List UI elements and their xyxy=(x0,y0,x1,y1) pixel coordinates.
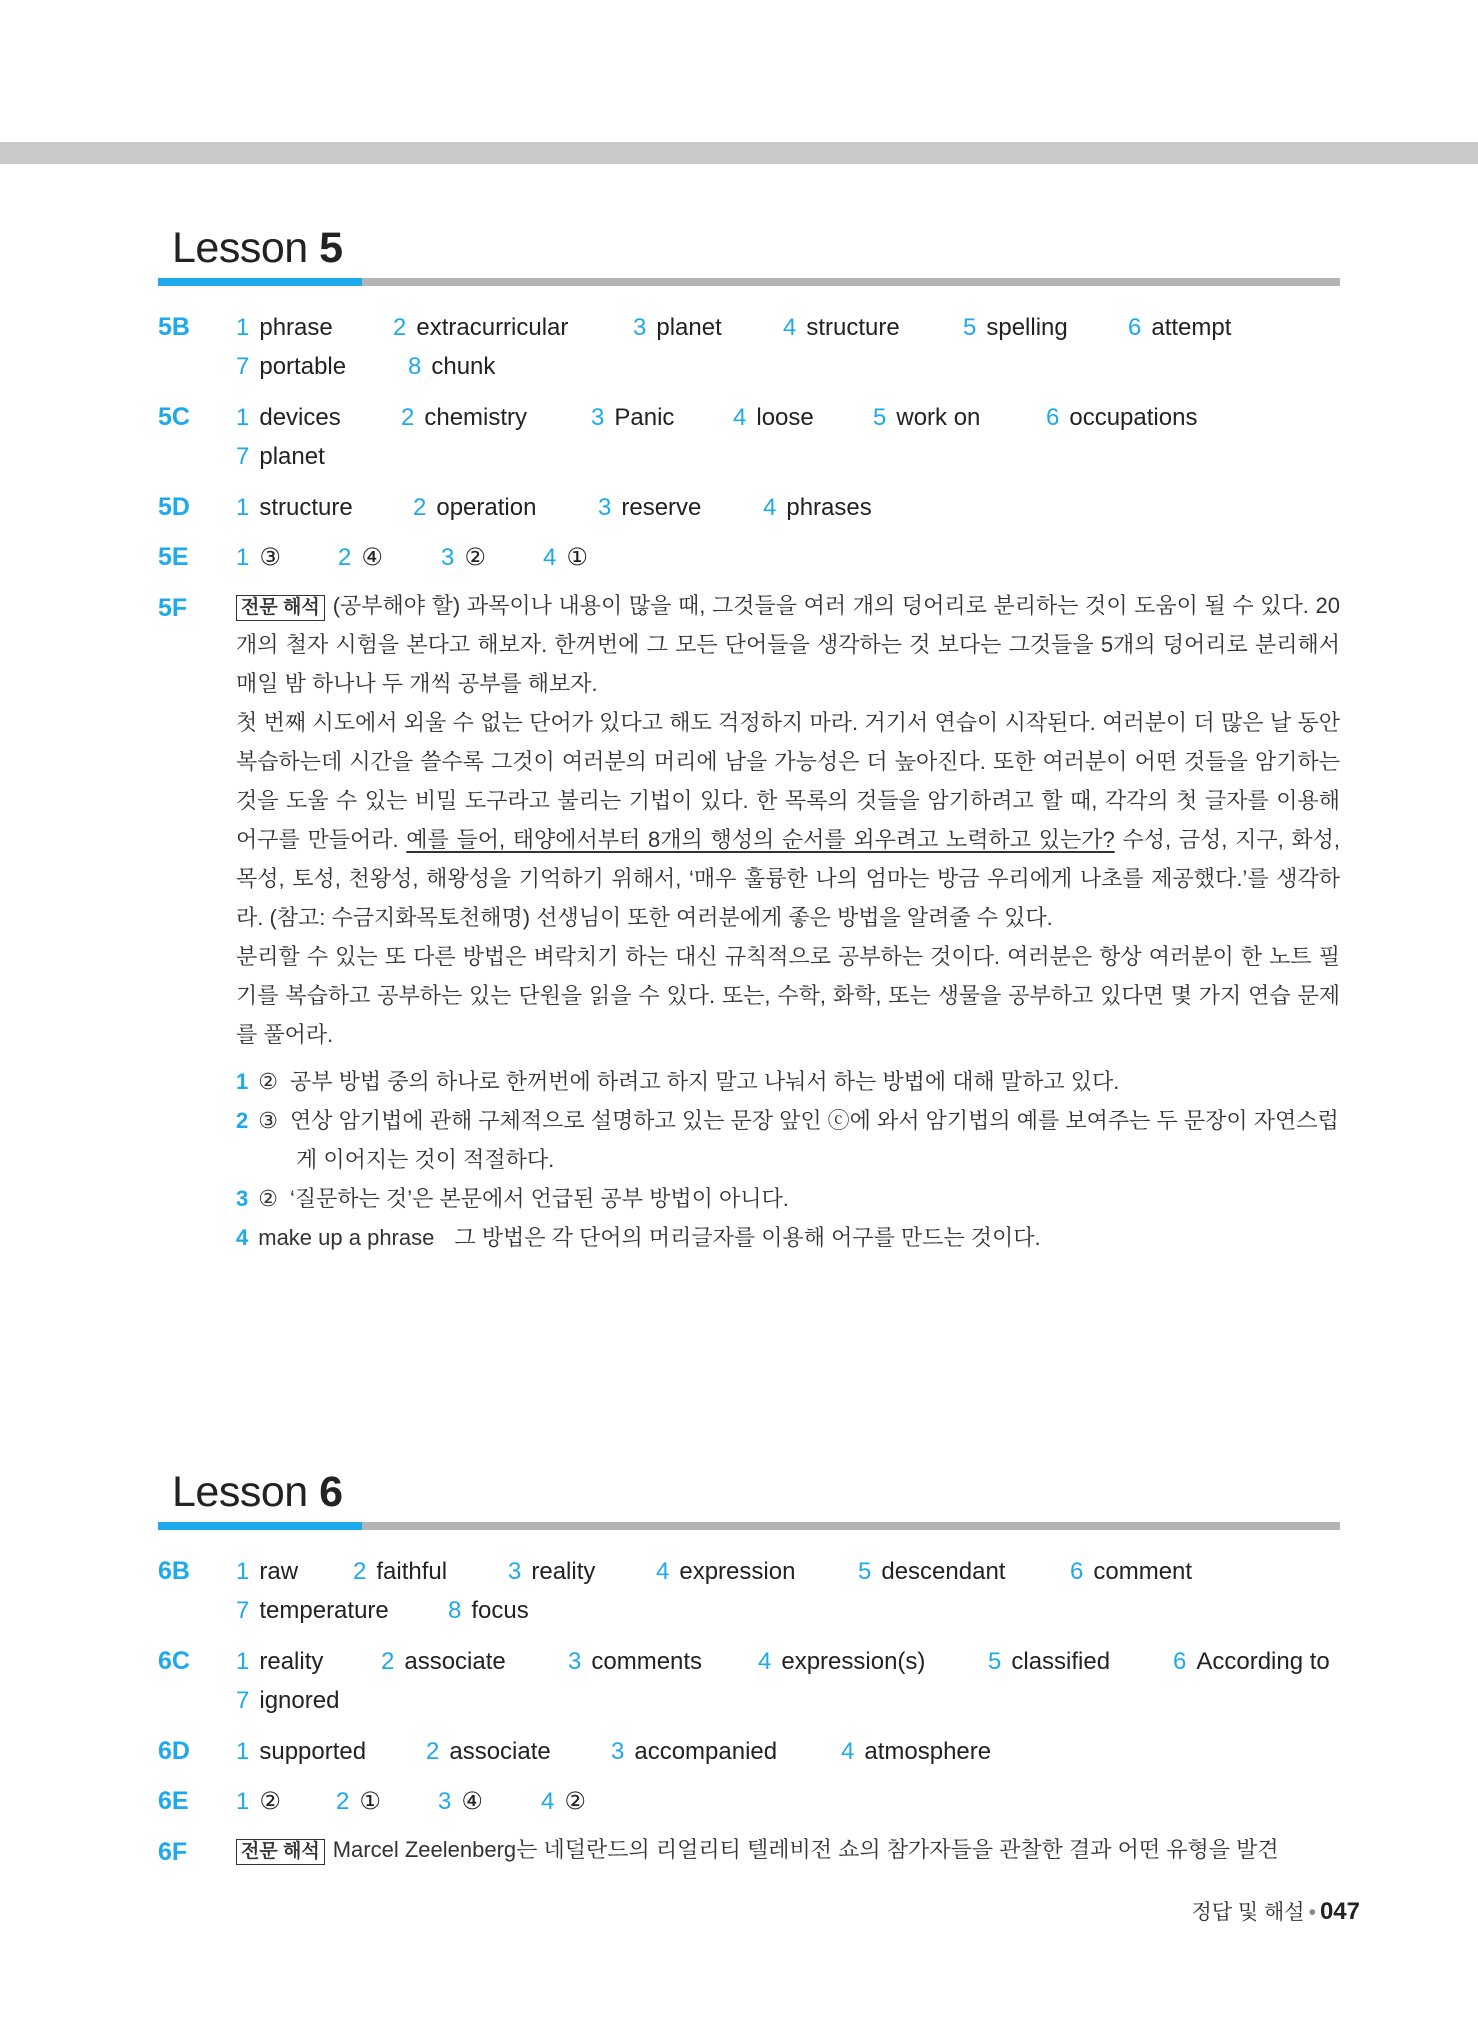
lesson-5-title: Lesson 5 xyxy=(172,224,343,272)
translation-5F-p3: 분리할 수 있는 또 다른 방법은 벼락치기 하는 대신 규칙적으로 공부하는 것이다. 여러분은 항상 여러분이 한 노트 필기를 복습하고 공부하는 있는 단원을 읽을 수 있다. 또는, 수학, 화학, 또는 생물을 공부하고 있다면 몇 가지 연습 문제를 풀어라. xyxy=(236,944,1340,1047)
page-number: 047 xyxy=(1319,1898,1360,1925)
lesson-6-rule xyxy=(158,1522,1340,1530)
answer-3: 3 ② ‘질문하는 것’은 본문에서 언급된 공부 방법이 아니다. xyxy=(236,1186,789,1211)
translation-6F: 전문 해석 Marcel Zeelenberg는 네덜란드의 리얼리티 텔레비전 쇼의 참가자들을 관찰한 결과 어떤 유형을 발견 xyxy=(236,1830,1340,1869)
answer-2: 2 ③ 연상 암기법에 관해 구체적으로 설명하고 있는 문장 앞인 ⓒ에 와서 암기법의 예를 보여주는 두 문장이 자연스럽게 이어지는 것이 적절하다. xyxy=(236,1108,1339,1172)
answer-1: 1 ② 공부 방법 중의 하나로 한꺼번에 하려고 하지 말고 나눠서 하는 방법에 대해 말하고 있다. xyxy=(236,1069,1120,1094)
badge: 전문 해석 xyxy=(236,1839,325,1865)
translation-5F xyxy=(236,586,1340,1054)
translation-5F-p1: 전문 해석 (공부해야 할) 과목이나 내용이 많을 때, 그것들을 여러 개의 덩어리로 분리하는 것이 도움이 될 수 있다. 20개의 철자 시험을 본다고 해보자. 한꺼번에 그 모든 단어들을 생각하는 것 보다는 그것들을 5개의 덩어리로 분리해서 매일 밤 하나나 두 개씩 공부를 해보자. xyxy=(236,593,1340,696)
page-footer: 정답 및 해설 • 047 xyxy=(1191,1898,1360,1925)
lesson-6-title: Lesson 6 xyxy=(172,1468,343,1516)
top-bar xyxy=(0,142,1478,164)
answers-5F xyxy=(236,1062,1340,1257)
badge: 전문 해석 xyxy=(236,595,325,621)
answer-4: 4 make up a phrase 그 방법은 각 단어의 머리글자를 이용해 어구를 만드는 것이다. xyxy=(236,1225,1041,1250)
translation-5F-p2: 첫 번째 시도에서 외울 수 없는 단어가 있다고 해도 걱정하지 마라. 거기서 연습이 시작된다. 여러분이 더 많은 날 동안 복습하는데 시간을 쓸수록 그것이 여러분의 머리에 남을 가능성은 더 높아진다. 또한 여러분이 어떤 것들을 암기하는 것을 도울 수 있는 비밀 도구라고 불리는 기법이 있다. 한 목록의 것들을 암기하려고 할 때, 각각의 첫 글자를 이용해 어구를 만들어라. 예를 들어, 태양에서부터 8개의 행성의 순서를 외우려고 노력하고 있는가? 수성, 금성, 지구, 화성, 목성, 토성, 천왕성, 해왕성을 기억하기 위해서, ‘매우 훌륭한 나의 엄마는 방금 우리에게 나초를 제공했다.’를 생각하라. (참고: 수금지화목토천해명) 선생님이 또한 여러분에게 좋은 방법을 알려줄 수 있다. xyxy=(236,710,1340,930)
lesson-5-rule xyxy=(158,278,1340,286)
